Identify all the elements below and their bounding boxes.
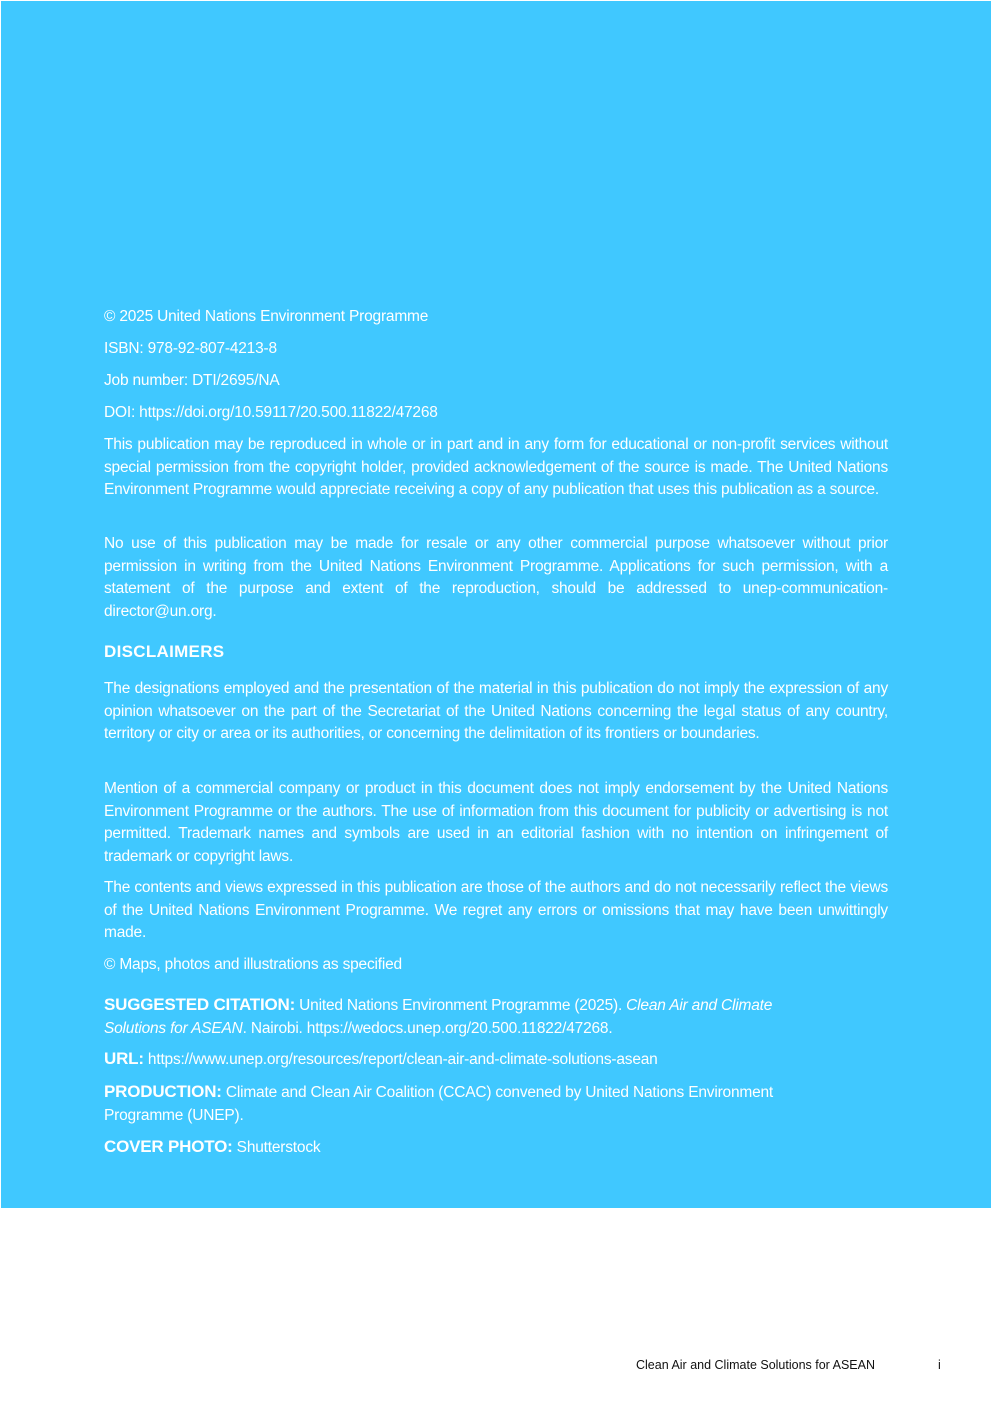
citation-text: United Nations Environment Programme (2025). xyxy=(295,997,627,1014)
disclaimer-designations: The designations employed and the presentation of the material in this publication do not imply the expression of any opinion whatsoever on the part of the Secretariat of the United Nations concerning the legal status of any country, territory or city or area or its authorities, or concerning the delimitation of its frontiers or boundaries. xyxy=(104,680,888,743)
suggested-citation xyxy=(104,994,834,1040)
disclaimer-views: The contents and views expressed in this publication are those of the authors and do not necessarily reflect the views of the United Nations Environment Programme. We regret any errors or omissions that may have been unwittingly made. xyxy=(104,879,888,942)
cover-photo-label: COVER PHOTO: xyxy=(104,1137,233,1156)
production-value: Climate and Clean Air Coalition (CCAC) convened by United Nations Environment Programme (UNEP). xyxy=(104,1084,774,1124)
citation-title: Clean Air and Climate Solutions for ASEAN xyxy=(104,997,773,1037)
url-line xyxy=(104,1048,888,1072)
citation-text-end: . Nairobi. https://wedocs.unep.org/20.500.11822/47268. xyxy=(242,1019,613,1037)
disclaimer-commercial: Mention of a commercial company or product in this document does not imply endorsement by the United Nations Environment Programme or the authors. The use of information from this document for publicity or advertising is not permitted. Trademark names and symbols are used in an editorial fashion with no intention on infringement of trademark or copyright laws. xyxy=(104,780,888,865)
page-number: i xyxy=(938,1358,941,1372)
url-label: URL: xyxy=(104,1049,144,1068)
maps-credit: © Maps, photos and illustrations as specified xyxy=(104,956,402,973)
url-link[interactable]: https://www.unep.org/resources/report/clean-air-and-climate-solutions-asean xyxy=(143,1051,658,1068)
footer-title: Clean Air and Climate Solutions for ASEAN xyxy=(636,1358,876,1372)
production-label: PRODUCTION: xyxy=(104,1082,222,1101)
citation-label: SUGGESTED CITATION: xyxy=(104,995,296,1014)
production-line xyxy=(104,1081,834,1127)
doi: DOI: https://doi.org/10.59117/20.500.11822/47268 xyxy=(104,404,438,421)
reproduction-paragraph: This publication may be reproduced in whole or in part and in any form for educational or non-profit services without special permission from the copyright holder, provided acknowledgement of the source is made. The United Nations Environment Programme would appreciate receiving a copy of any publication that uses this publication as a source. xyxy=(104,436,888,499)
isbn: ISBN: 978-92-807-4213-8 xyxy=(104,340,277,357)
resale-paragraph: No use of this publication may be made for resale or any other commercial purpose whatsoever without prior permission in writing from the United Nations Environment Programme. Applications for such permission, with a statement of the purpose and extent of the reproduction, should be addressed to unep-communication-director@un.org. xyxy=(104,535,888,620)
copyright: © 2025 United Nations Environment Programme xyxy=(104,308,429,325)
cover-photo-value: Shutterstock xyxy=(232,1139,321,1156)
job-number: Job number: DTI/2695/NA xyxy=(104,372,280,389)
cover-photo-line xyxy=(104,1136,888,1160)
disclaimers-heading: DISCLAIMERS xyxy=(104,642,225,661)
